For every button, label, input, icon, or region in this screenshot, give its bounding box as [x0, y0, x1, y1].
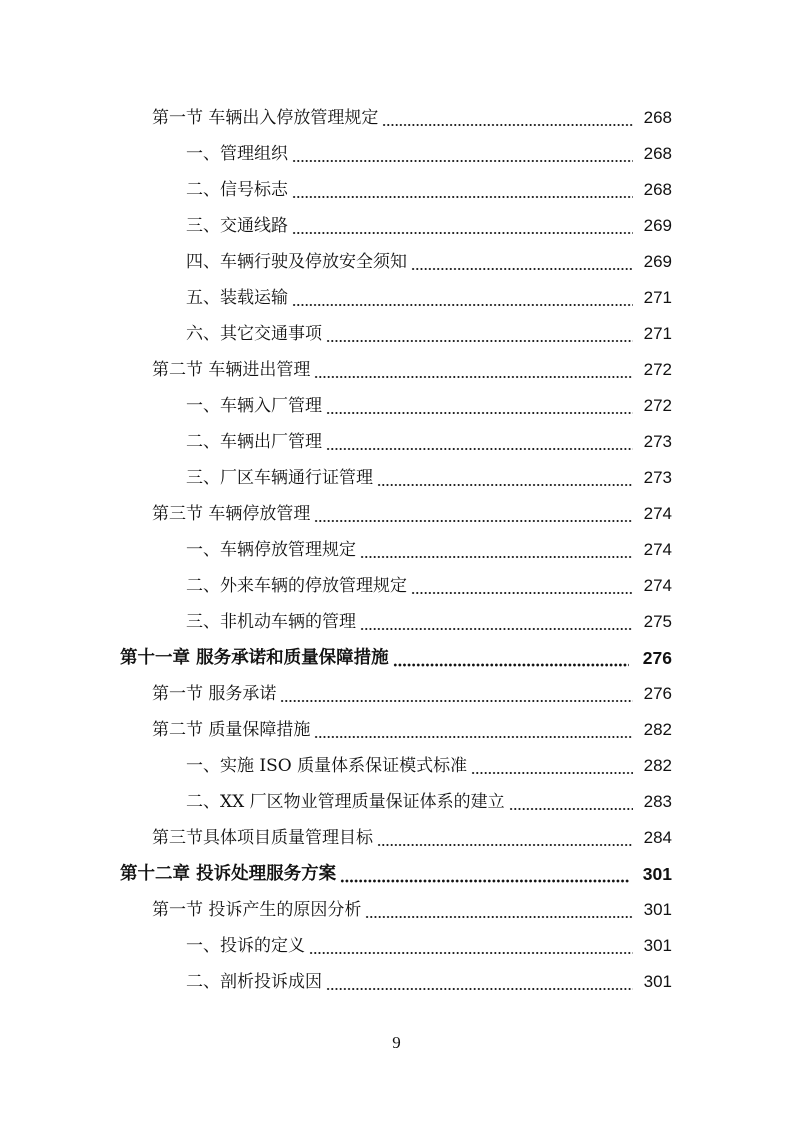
toc-dot-leader [340, 856, 629, 892]
toc-subsection-entry[interactable] [0, 532, 793, 568]
toc-entry-page-number: 269 [643, 216, 672, 235]
toc-entry-page-number: 269 [643, 252, 672, 271]
toc-subsection-entry[interactable] [0, 748, 793, 784]
toc-entry-title: 第十一章 服务承诺和质量保障措施 [120, 648, 389, 668]
toc-subsection-entry[interactable] [0, 136, 793, 172]
toc-entry-page-number: 274 [643, 576, 672, 595]
toc-entry-page-number: 272 [643, 396, 672, 415]
toc-subsection-entry[interactable] [0, 964, 793, 1000]
toc-entry-title: 一、车辆停放管理规定 [186, 540, 356, 560]
toc-subsection-entry[interactable] [0, 388, 793, 424]
toc-dot-leader [292, 172, 633, 208]
toc-entry-title: 五、装载运输 [186, 288, 288, 308]
toc-entry-title: 第十二章 投诉处理服务方案 [120, 864, 337, 884]
toc-section-entry[interactable] [0, 352, 793, 388]
toc-entry-page-number: 276 [643, 684, 672, 703]
toc-entry-page-number: 273 [643, 432, 672, 451]
toc-dot-leader [365, 892, 633, 928]
toc-section-entry[interactable] [0, 892, 793, 928]
toc-entry-page-number: 275 [643, 612, 672, 631]
toc-entry-title: 第一节 车辆出入停放管理规定 [152, 108, 379, 128]
toc-entry-page-number: 272 [643, 360, 672, 379]
toc-subsection-entry[interactable] [0, 604, 793, 640]
toc-subsection-entry[interactable] [0, 568, 793, 604]
toc-entry-page-number: 268 [643, 144, 672, 163]
toc-chapter-entry[interactable] [0, 640, 793, 676]
toc-dot-leader [326, 424, 633, 460]
toc-entry-title: 六、其它交通事项 [186, 324, 322, 344]
toc-subsection-entry[interactable] [0, 244, 793, 280]
toc-dot-leader [292, 136, 633, 172]
toc-dot-leader [292, 208, 633, 244]
toc-entry-page-number: 301 [643, 936, 672, 955]
toc-subsection-entry[interactable] [0, 460, 793, 496]
toc-dot-leader [314, 352, 633, 388]
toc-entry-page-number: 282 [643, 756, 672, 775]
toc-entry-title: 一、管理组织 [186, 144, 288, 164]
toc-dot-leader [314, 712, 633, 748]
toc-entry-title: 二、XX 厂区物业管理质量保证体系的建立 [186, 792, 505, 812]
toc-dot-leader [393, 640, 629, 676]
toc-chapter-entry[interactable] [0, 856, 793, 892]
toc-dot-leader [314, 496, 633, 532]
toc-entry-title: 二、外来车辆的停放管理规定 [186, 576, 407, 596]
toc-subsection-entry[interactable] [0, 172, 793, 208]
toc-entry-page-number: 284 [643, 828, 672, 847]
toc-entry-title: 第二节 质量保障措施 [152, 720, 311, 740]
toc-entry-title: 二、信号标志 [186, 180, 288, 200]
toc-entry-page-number: 283 [643, 792, 672, 811]
toc-entry-page-number: 271 [643, 288, 672, 307]
toc-entry-page-number: 276 [642, 648, 672, 668]
toc-section-entry[interactable] [0, 100, 793, 136]
toc-entry-title: 三、厂区车辆通行证管理 [186, 468, 373, 488]
toc-subsection-entry[interactable] [0, 784, 793, 820]
toc-entry-title: 三、非机动车辆的管理 [186, 612, 356, 632]
toc-entry-title: 第三节具体项目质量管理目标 [152, 828, 373, 848]
toc-entry-title: 第二节 车辆进出管理 [152, 360, 311, 380]
toc-entry-page-number: 268 [643, 108, 672, 127]
toc-dot-leader [471, 748, 633, 784]
toc-entry-page-number: 301 [643, 900, 672, 919]
toc-dot-leader [509, 784, 633, 820]
toc-entry-page-number: 271 [643, 324, 672, 343]
toc-subsection-entry[interactable] [0, 280, 793, 316]
toc-entry-page-number: 273 [643, 468, 672, 487]
toc-entry-title: 二、剖析投诉成因 [186, 972, 322, 992]
toc-entry-title: 第一节 投诉产生的原因分析 [152, 900, 362, 920]
toc-dot-leader [360, 532, 633, 568]
toc-section-entry[interactable] [0, 820, 793, 856]
toc-dot-leader [280, 676, 633, 712]
toc-dot-leader [360, 604, 633, 640]
toc-subsection-entry[interactable] [0, 316, 793, 352]
page-number: 9 [392, 1033, 401, 1052]
toc-dot-leader [326, 388, 633, 424]
toc-subsection-entry[interactable] [0, 424, 793, 460]
toc-dot-leader [292, 280, 633, 316]
toc-section-entry[interactable] [0, 676, 793, 712]
toc-entry-page-number: 274 [643, 504, 672, 523]
toc-dot-leader [377, 820, 633, 856]
toc-dot-leader [411, 568, 633, 604]
toc-subsection-entry[interactable] [0, 928, 793, 964]
toc-entry-title: 二、车辆出厂管理 [186, 432, 322, 452]
toc-dot-leader [382, 100, 633, 136]
toc-subsection-entry[interactable] [0, 208, 793, 244]
toc-section-entry[interactable] [0, 712, 793, 748]
toc-entry-page-number: 301 [642, 864, 672, 884]
toc-entry-title: 第一节 服务承诺 [152, 684, 277, 704]
toc-entry-page-number: 274 [643, 540, 672, 559]
toc-entry-page-number: 268 [643, 180, 672, 199]
table-of-contents [0, 100, 793, 1000]
toc-entry-title: 第三节 车辆停放管理 [152, 504, 311, 524]
toc-entry-title: 一、投诉的定义 [186, 936, 305, 956]
toc-entry-title: 一、实施 ISO 质量体系保证模式标准 [186, 756, 468, 776]
toc-section-entry[interactable] [0, 496, 793, 532]
toc-dot-leader [309, 928, 633, 964]
toc-entry-title: 一、车辆入厂管理 [186, 396, 322, 416]
toc-entry-title: 三、交通线路 [186, 216, 288, 236]
toc-entry-title: 四、车辆行驶及停放安全须知 [186, 252, 407, 272]
toc-dot-leader [326, 964, 633, 1000]
toc-entry-page-number: 301 [643, 972, 672, 991]
toc-dot-leader [411, 244, 633, 280]
toc-dot-leader [377, 460, 633, 496]
toc-entry-page-number: 282 [643, 720, 672, 739]
toc-dot-leader [326, 316, 633, 352]
